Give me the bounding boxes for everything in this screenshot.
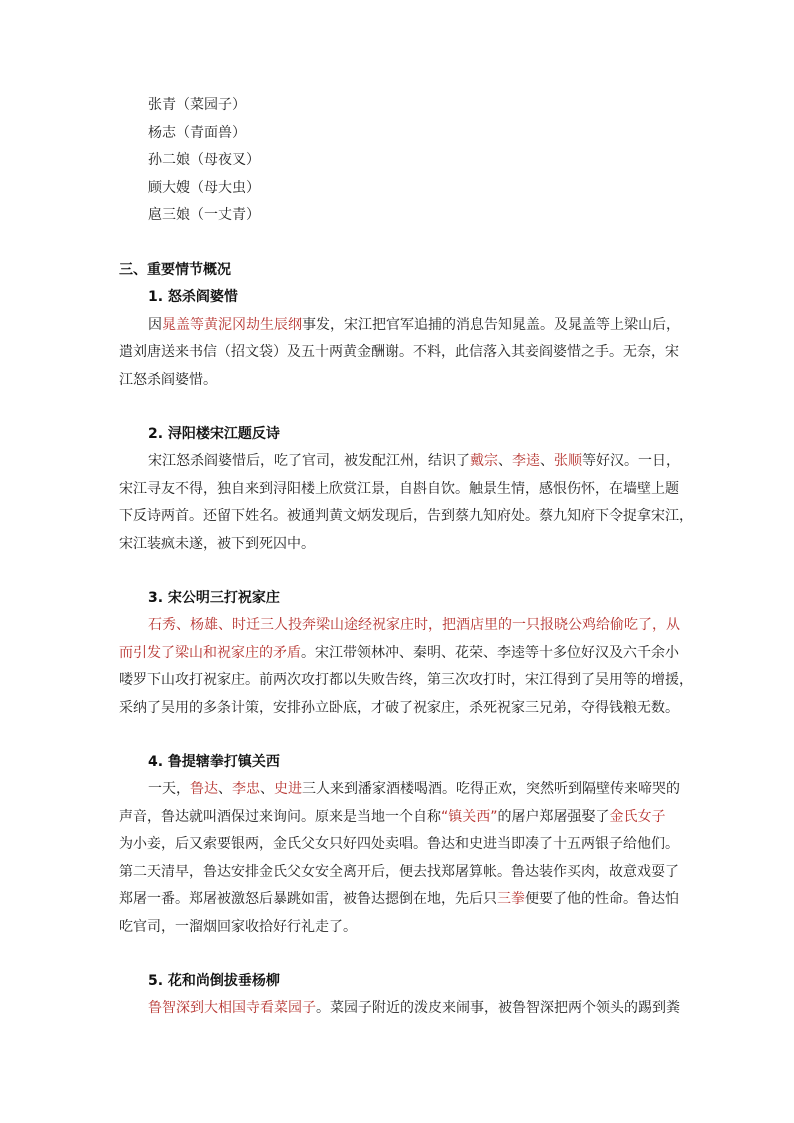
text-span: 一天， [148, 781, 190, 797]
text-span: 、 [260, 781, 274, 797]
text-span: 声音，鲁达就叫酒保过来询问。原来是当地一个自称 [119, 809, 441, 825]
paragraph-line: 江怒杀阎婆惜。 [119, 372, 217, 388]
text-span: 宋江怒杀阎婆惜后，吃了官司，被发配江州，结识了 [148, 453, 470, 469]
paragraph-line [119, 808, 666, 826]
character-item: 孙二娘（母夜叉） [148, 152, 260, 168]
paragraph-line: 第二天清早，鲁达安排金氏父女安全离开后，便去找郑屠算帐。鲁达装作买肉，故意戏耍了 [119, 864, 679, 880]
text-span: 。菜园子附近的泼皮来闹事，被鲁智深把两个领头的踢到粪 [316, 1000, 680, 1016]
paragraph-line: 喽罗下山攻打祝家庄。前两次攻打都以失败告终，第三次攻打时，宋江得到了吴用等的增援， [119, 672, 693, 688]
highlight-text: 金氏女子 [609, 809, 666, 825]
text-span: 等好汉。一日， [582, 453, 680, 469]
highlight-text: 李忠 [232, 781, 260, 797]
subsection-title: 1. 怒杀阎婆惜 [148, 289, 238, 305]
subsection-title: 2. 浔阳楼宋江题反诗 [148, 426, 280, 442]
text-span: 郑屠一番。郑屠被激怒后暴跳如雷，被鲁达摁倒在地，先后只 [119, 891, 497, 907]
highlight-text: 三拳 [497, 891, 525, 907]
highlight-text: 而引发了梁山和祝家庄的矛盾 [119, 645, 301, 661]
text-span: 的屠户郑屠强娶了 [497, 809, 610, 825]
highlight-text: 晁盖等黄泥冈劫生辰纲 [162, 317, 302, 333]
paragraph-line: 宋江装疯未遂，被下到死囚中。 [119, 536, 315, 552]
paragraph-line [148, 780, 680, 798]
paragraph-line [148, 999, 680, 1017]
highlight-text: “镇关西” [441, 809, 498, 825]
paragraph-line: 石秀、杨雄、时迁三人投奔梁山途经祝家庄时，把酒店里的一只报晓公鸡给偷吃了，从 [148, 617, 680, 633]
paragraph-line: 宋江寻友不得，独自来到浔阳楼上欣赏江景，自斟自饮。触景生情，感恨伤怀，在墙壁上题 [119, 481, 679, 497]
highlight-text: 戴宗 [470, 453, 498, 469]
text-span: 便要了他的性命。鲁达怕 [525, 891, 679, 907]
paragraph-line: 下反诗两首。还留下姓名。被通判黄文炳发现后，告到蔡九知府处。蔡九知府下令捉拿宋江， [119, 508, 693, 524]
paragraph-line [119, 890, 679, 908]
paragraph-line [148, 452, 680, 470]
highlight-text: 鲁达 [190, 781, 218, 797]
section-title: 三、重要情节概况 [119, 262, 231, 278]
character-item: 顾大嫂（母大虫） [148, 180, 260, 196]
paragraph-line: 吃官司，一溜烟回家收拾好行礼走了。 [119, 919, 357, 935]
text-span: 三人来到潘家酒楼喝酒。吃得正欢，突然听到隔壁传来啼哭的 [302, 781, 680, 797]
highlight-text: 史进 [274, 781, 302, 797]
text-span: 因 [148, 317, 162, 333]
highlight-text: 李逵 [512, 453, 540, 469]
highlight-text: 鲁智深到大相国寺看菜园子 [148, 1000, 316, 1016]
paragraph-line: 遣刘唐送来书信（招文袋）及五十两黄金酬谢。不料，此信落入其妾阎婆惜之手。无奈，宋 [119, 344, 679, 360]
text-span: 、 [498, 453, 512, 469]
subsection-title: 5. 花和尚倒拔垂杨柳 [148, 973, 280, 989]
paragraph-line [119, 644, 679, 662]
character-item: 扈三娘（一丈青） [148, 207, 260, 223]
paragraph-line [148, 316, 680, 334]
highlight-text: 张顺 [554, 453, 582, 469]
text-span: 、 [540, 453, 554, 469]
paragraph-line: 采纳了吴用的多条计策，安排孙立卧底，才破了祝家庄，杀死祝家三兄弟，夺得钱粮无数。 [119, 700, 679, 716]
character-item: 张青（菜园子） [148, 97, 246, 113]
text-span: 、 [218, 781, 232, 797]
text-span: 。宋江带领林冲、秦明、花荣、李逵等十多位好汉及六千余小 [301, 645, 679, 661]
subsection-title: 4. 鲁提辖拳打镇关西 [148, 754, 280, 770]
subsection-title: 3. 宋公明三打祝家庄 [148, 590, 280, 606]
paragraph-line: 为小妾，后又索要银两，金氏父女只好四处卖唱。鲁达和史进当即凑了十五两银子给他们。 [119, 836, 679, 852]
character-item: 杨志（青面兽） [148, 125, 246, 141]
text-span: 事发，宋江把官军追捕的消息告知晁盖。及晁盖等上梁山后， [302, 317, 680, 333]
